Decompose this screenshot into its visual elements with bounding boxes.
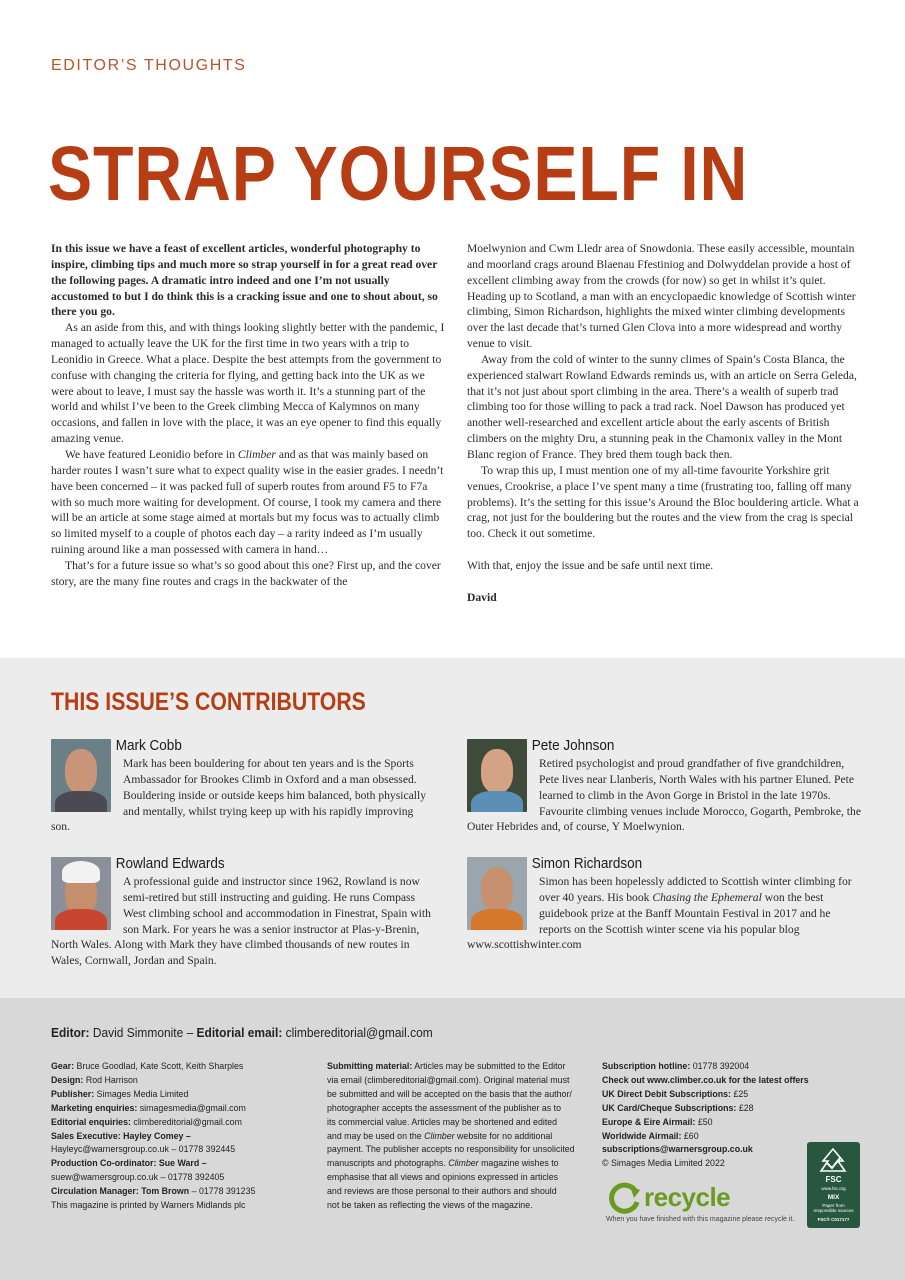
fsc-top-text: FSC — [825, 1175, 842, 1184]
contributor-name: Rowland Edwards — [115, 855, 225, 872]
subscription-line: UK Card/Cheque Subscriptions: £28 — [602, 1102, 754, 1114]
credit-line: Circulation Manager: Tom Brown – 01778 391235 — [51, 1186, 256, 1198]
submitting-line: its commercial value. Articles may be shortened and edited — [327, 1116, 558, 1128]
headline: STRAP YOURSELF IN — [48, 131, 749, 217]
credit-line: Publisher: Simages Media Limited — [51, 1088, 189, 1100]
credit-line: Hayleyc@warnersgroup.co.uk – 01778 392445 — [51, 1144, 236, 1156]
contributor-bio: Simon has been hopelessly addicted to Scottish winter climbing for over 40 years. His book Chasing the Ephemeral won the best guidebook prize at the Banff Mountain Festival in 2017 and he reports on the Scottish winter scene via his popular blog www.scottishwinter.com — [467, 875, 852, 952]
contributors-panel — [0, 658, 905, 998]
submitting-line: payment. The publisher accepts no responsibility for unsolicited — [327, 1144, 575, 1156]
credit-line: Production Co-ordinator: Sue Ward – — [51, 1158, 207, 1170]
article-left-column — [51, 241, 448, 590]
credit-line: This magazine is printed by Warners Midlands plc — [51, 1200, 246, 1212]
fsc-code: FSC® C017177 — [817, 1217, 850, 1222]
submitting-line: photographer accepts the assessment of the publisher as to — [327, 1102, 562, 1114]
subscription-line: Europe & Eire Airmail: £50 — [602, 1116, 713, 1128]
editor-line: Editor: David Simmonite – Editorial email: climbereditorial@gmail.com — [51, 1025, 433, 1040]
tree-check-icon — [818, 1147, 848, 1175]
credit-line: Design: Rod Harrison — [51, 1074, 138, 1086]
credit-line: Marketing enquiries: simagesmedia@gmail.com — [51, 1102, 246, 1114]
fsc-mix: MIX — [827, 1194, 840, 1201]
contributor-mark-cobb — [51, 736, 431, 835]
credit-line: suew@warnersgroup.co.uk – 01778 392405 — [51, 1172, 225, 1184]
credit-line: Sales Executive: Hayley Comey – — [51, 1130, 191, 1142]
fsc-logo — [807, 1142, 860, 1228]
contributor-bio: A professional guide and instructor since 1962, Rowland is now semi-retired but still instructing and guiding. He runs Compass West climbing school and accommodation in Finestrat, Spain with son Mark. For years he was a senior instructor at Plas-y-Brenin, North Wales. Along with Mark they have climbed thousands of new routes in Wales, Cornwall, Jordan and Spain. — [51, 875, 431, 968]
subscriptions-column — [602, 1060, 823, 1171]
recycle-logo — [606, 1178, 795, 1228]
credit-line: Gear: Bruce Goodlad, Kate Scott, Keith Sharples — [51, 1061, 244, 1072]
submitting-line: manuscripts and photographs. Climber magazine wishes to — [327, 1158, 559, 1170]
signature: David — [467, 590, 497, 604]
contributor-name: Pete Johnson — [531, 737, 615, 754]
submitting-line: and may be used on the Climber website for no additional — [327, 1130, 553, 1142]
subscription-line: Worldwide Airmail: £60 — [602, 1130, 699, 1142]
contributor-name: Mark Cobb — [115, 737, 182, 754]
intro-paragraph: In this issue we have a feast of excellent articles, wonderful photography to inspire, climbing tips and much more so strap yourself in for a great read over the following pages. A dramatic intro indeed and one I’m not usually accustomed to but I do think this is a cracking issue and one to shout about, so there you go. — [51, 242, 438, 319]
submitting-line: and reviews are those personal to their authors and should — [327, 1186, 557, 1198]
body-paragraph: Away from the cold of winter to the sunny climes of Spain’s Costa Blanca, the experienced stalwart Rowland Edwards reminds us, with an article on Serra Geleda, that it’s not just about sport climbing in the area. There’s a wealth of superb trad climbing too for those willing to pack a trad rack. Noel Dawson has produced yet another well-researched and excellent article about the early ascents of British climbers on the mighty Dru, a stunning peak in the Chamonix valley in the Mont Blanc region of France. They bred them tough back then. — [467, 352, 857, 461]
section-label: EDITOR’S THOUGHTS — [51, 57, 247, 74]
contributor-rowland-edwards — [51, 854, 431, 969]
contributor-bio: Mark has been bouldering for about ten years and is the Sports Ambassador for Brookes Climb in Oxford and a man obsessed. Bouldering inside or outside keeps him balanced, both physically and mentally, whilst trying keep up with his rapidly improving son. — [51, 757, 426, 834]
body-paragraph: We have featured Leonidio before in Climber and as that was mainly based on harder routes I wasn’t sure what to expect quality wise in the easier grades. I needn’t have been concerned – it was packed full of superb routes from around F5 to F7a with so much more waiting for development. Of course, I took my camera and there will be an article at some stage aimed at mortals but my focus was to actually climb so limited myself to a couple of photos each day – a rarity indeed as I’m usually ruining around like a man possessed with camera in hand… — [51, 447, 444, 557]
body-paragraph: To wrap this up, I must mention one of my all-time favourite Yorkshire grit venues, Crookrise, a place I’ve spent many a time (frustrating too, falling off many problems). It’s the setting for this issue’s Around the Bloc bouldering article. What a crag, not just for the bouldering but the routes and the view from the crag is special too. Check it out sometime. — [467, 463, 859, 541]
fsc-url: www.fsc.org — [821, 1186, 846, 1191]
recycle-word: recycle — [644, 1182, 731, 1212]
credit-line: Editorial enquiries: climbereditorial@gmail.com — [51, 1116, 242, 1128]
body-paragraph: Moelwynion and Cwm Lledr area of Snowdonia. These easily accessible, mountain and moorland crags around Blaenau Ffestiniog and Dolwyddelan provide a host of excellent climbing away from the crowds (for now) so get in whilst it’s quiet. Heading up to Scotland, a man with an encyclopaedic knowledge of Scottish winter climbing, Simon Richardson, highlights the mixed winter climbing developments over the last decade that’s turned Glen Clova into a more widespread and worthy venue to visit. — [467, 242, 856, 351]
fsc-paper: Paper from responsible sources — [813, 1203, 854, 1213]
credits-column — [51, 1060, 299, 1213]
recycle-icon — [606, 1180, 642, 1216]
body-paragraph: That’s for a future issue so what’s so good about this one? First up, and the cover story, are the many fine routes and crags in the backwater of the — [51, 558, 441, 588]
contributor-bio: Retired psychologist and proud grandfather of five grandchildren, Pete lives near Llanberis, North Wales with his partner Eluned. Pete learned to climb in the Avon Gorge in Bristol in the late 1970s. Favourite climbing venues include Morocco, Gogarth, Pembroke, the Outer Hebrides and, of course, Y Moelwynion. — [467, 757, 861, 834]
contributor-name: Simon Richardson — [531, 855, 643, 872]
footer-panel — [0, 998, 905, 1280]
submitting-line: not be taken as reflecting the views of the magazine. — [327, 1200, 533, 1212]
submitting-line: Submitting material: Articles may be submitted to the Editor — [327, 1061, 566, 1072]
contributors-title: THIS ISSUE’S CONTRIBUTORS — [51, 688, 366, 716]
recycle-caption: When you have finished with this magazine please recycle it. — [606, 1216, 795, 1223]
closing-line: With that, enjoy the issue and be safe until next time. — [467, 558, 714, 572]
subscription-line: Check out www.climber.co.uk for the latest offers — [602, 1074, 809, 1086]
subscription-line: Subscription hotline: 01778 392004 — [602, 1061, 750, 1072]
contributor-simon-richardson — [467, 854, 865, 953]
subscription-line: subscriptions@warnersgroup.co.uk — [602, 1144, 753, 1156]
submitting-column — [327, 1060, 575, 1213]
article-right-column — [467, 241, 865, 605]
submitting-line: be submitted and will be accepted on the basis that the author/ — [327, 1088, 572, 1100]
contributor-pete-johnson — [467, 736, 865, 835]
submitting-line: via email (climbereditorial@gmail.com). Original material must — [327, 1074, 570, 1086]
submitting-line: emphasise that all views and opinions expressed in articles — [327, 1172, 559, 1184]
body-paragraph: As an aside from this, and with things looking slightly better with the pandemic, I managed to actually leave the UK for the first time in two years with a trip to Leonidio in Greece. What a place. Despite the best attempts from the government to confuse with changing the criteria for flying, and getting back into the UK as we were about to leave, I must say the hassle was worth it. It’s a stunning part of the world and whilst I’ve been to the Greek climbing Mecca of Kalymnos on many occasions, and fallen in love with the place, it was an eye opener to find this equally amazing venue. — [51, 321, 445, 446]
subscription-line: © Simages Media Limited 2022 — [602, 1158, 725, 1170]
subscription-line: UK Direct Debit Subscriptions: £25 — [602, 1088, 749, 1100]
